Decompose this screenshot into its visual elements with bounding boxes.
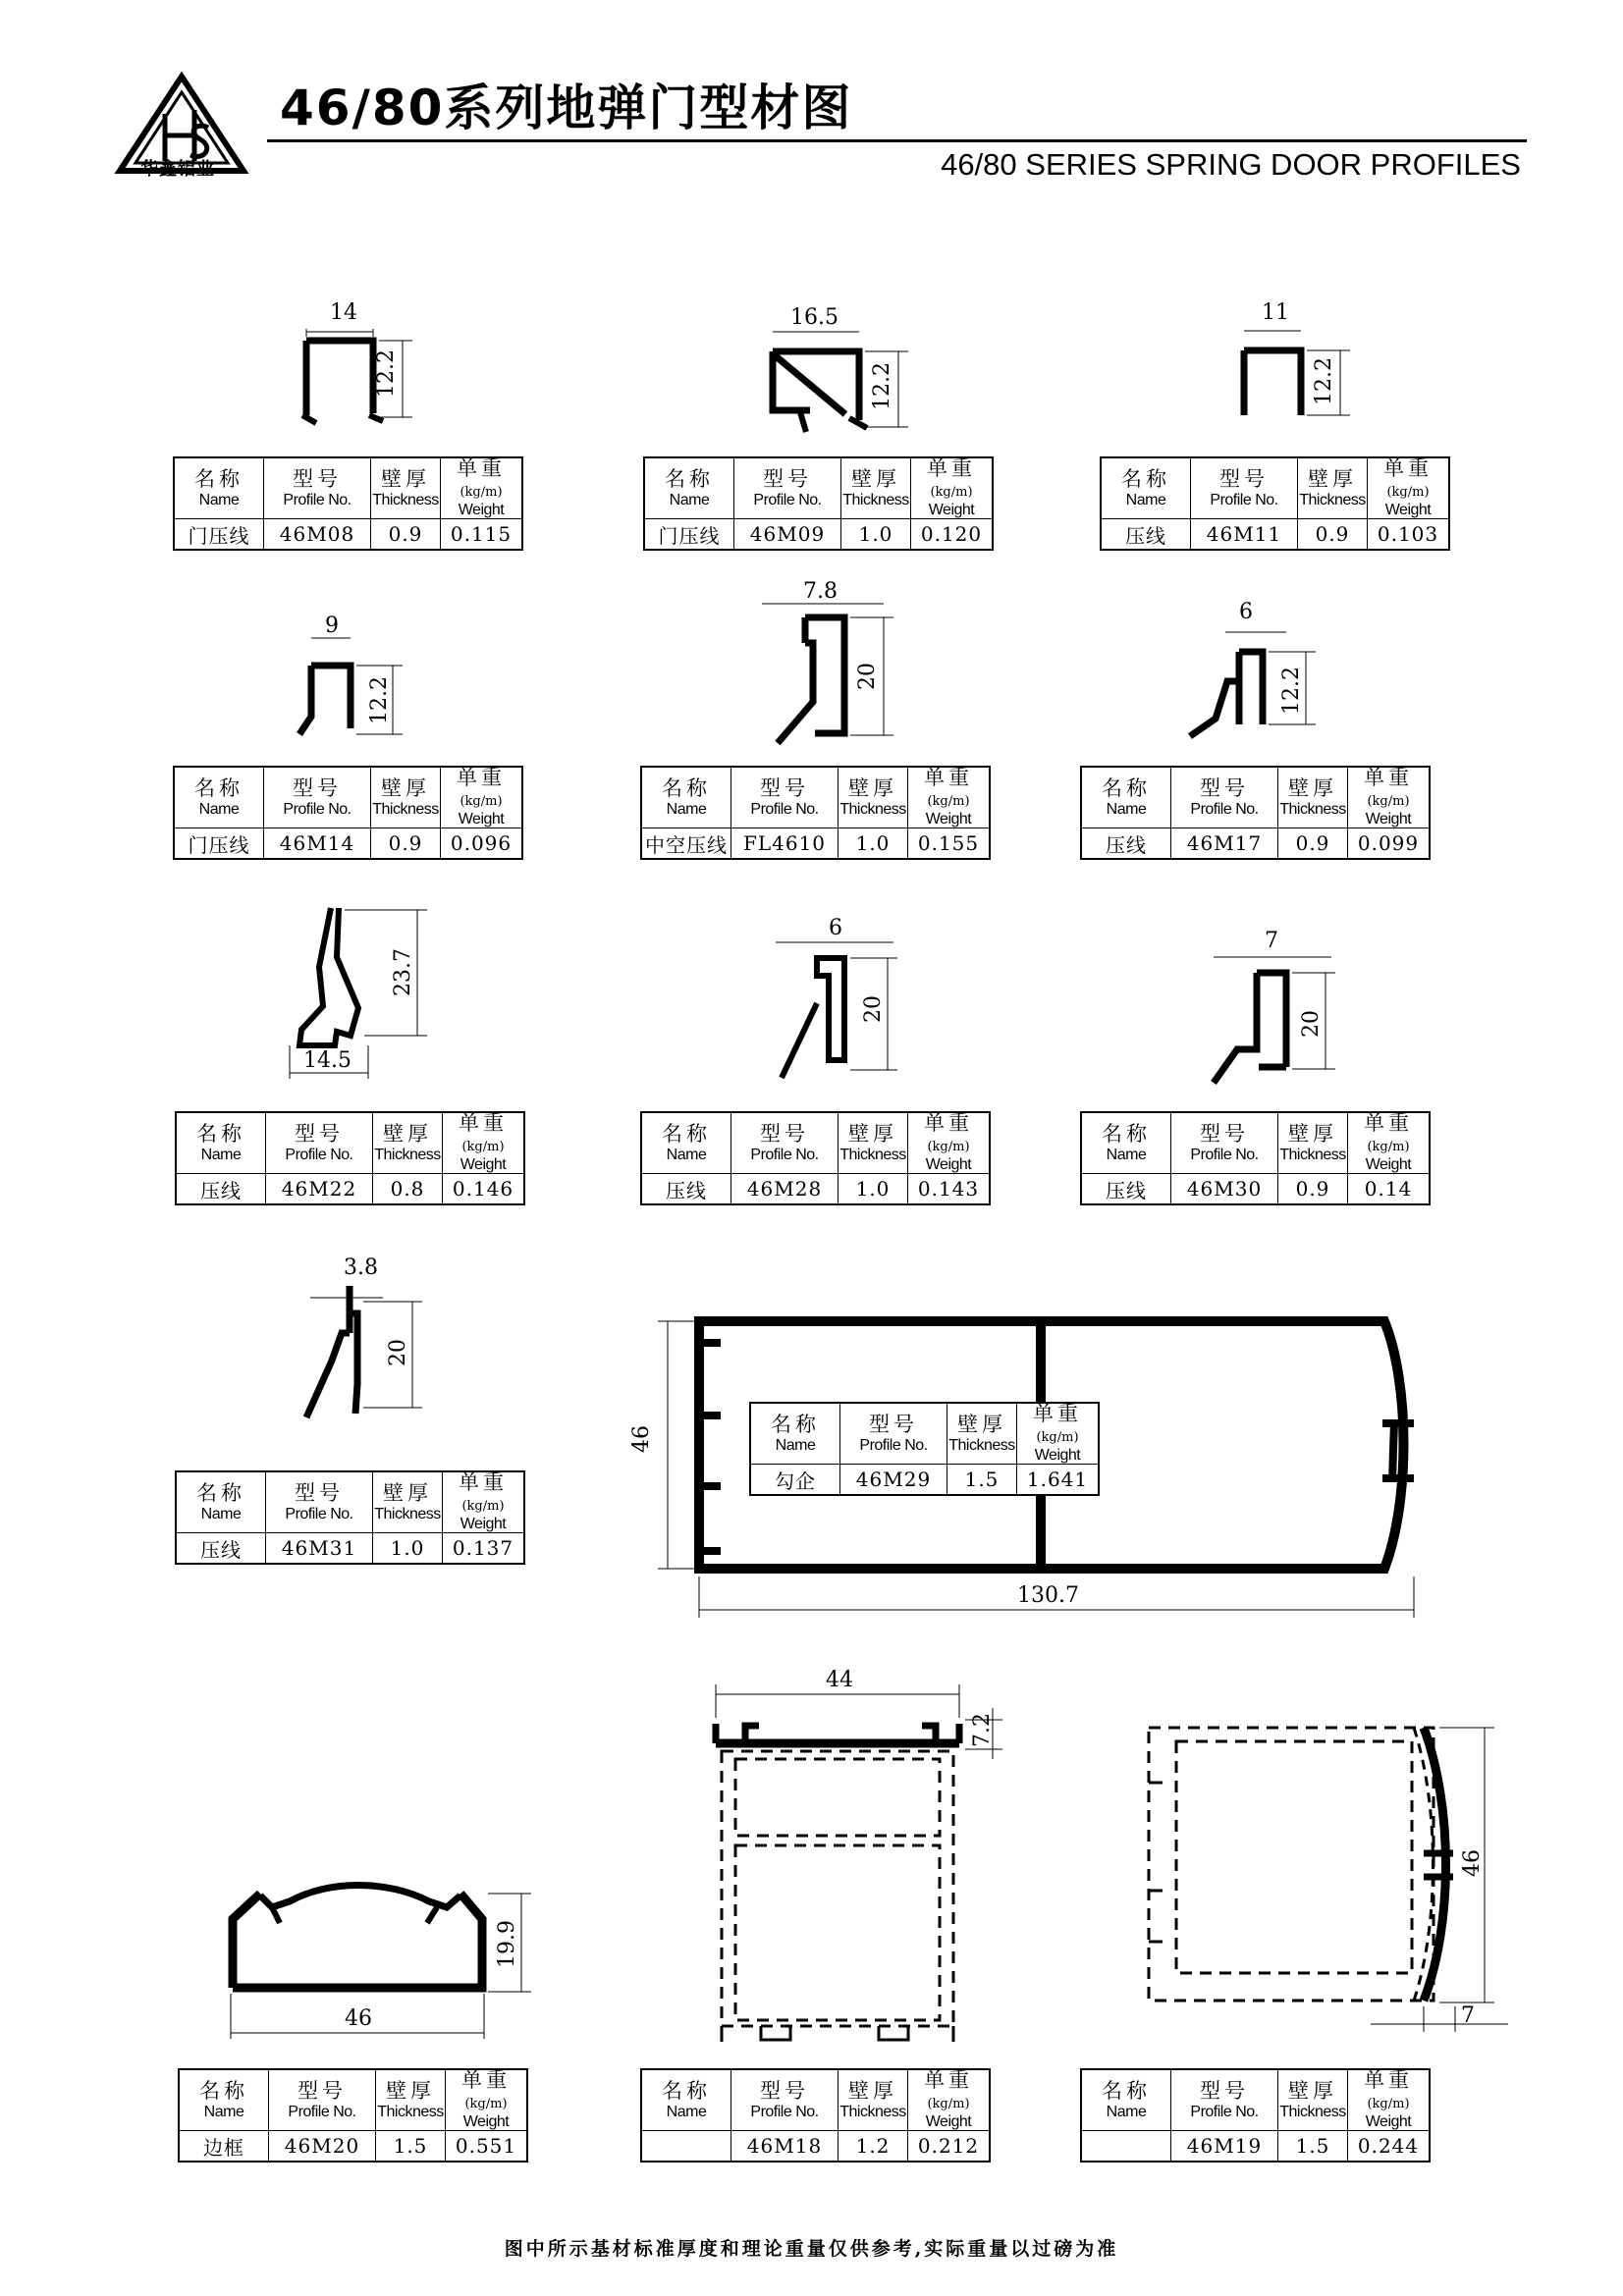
dim-width: 7 [1265,929,1278,953]
cell-weight: 0.212 [908,2131,991,2163]
spec-table-46M19: 名称 Name 型号 Profile No. 壁厚 Thickness 单重(kg/m) Weight 46M19 1.5 0.244 [1080,2068,1431,2163]
cell-name: 勾企 [750,1465,840,1496]
spec-table-46M14: 名称 Name 型号 Profile No. 壁厚 Thickness 单重(kg/m) Weight 门压线 46M14 0.9 0.096 [173,766,523,860]
profile-drawing-46M08 [295,299,452,447]
spec-table-46M18: 名称 Name 型号 Profile No. 壁厚 Thickness 单重(kg/m) Weight 46M18 1.2 0.212 [640,2068,991,2163]
dim-width: 14.5 [303,1048,352,1073]
spec-table-46M29: 名称 Name 型号 Profile No. 壁厚 Thickness 单重(kg/m) Weight 勾企 46M29 1.5 1.641 [749,1402,1100,1496]
cell-name: 压线 [641,1174,731,1205]
cell-thickness: 1.0 [841,519,911,551]
spec-table-46M09: 名称 Name 型号 Profile No. 壁厚 Thickness 单重(kg/m) Weight 门压线 46M09 1.0 0.120 [643,456,994,551]
profile-drawing-46M18 [702,1669,1006,2052]
cell-name: 压线 [1081,828,1171,860]
cell-name: 中空压线 [641,828,731,860]
cell-profile-no: FL4610 [731,828,839,860]
dim-height: 20 [1299,1010,1324,1038]
page-title-en: 46/80 SERIES SPRING DOOR PROFILES [941,147,1521,182]
cell-thickness: 1.5 [376,2131,446,2163]
cell-weight: 0.146 [443,1174,525,1205]
dim-height: 12.2 [1312,357,1336,405]
profile-drawing-46M19 [1129,1708,1522,2032]
spec-table-46M31: 名称 Name 型号 Profile No. 壁厚 Thickness 单重(kg/m) Weight 压线 46M31 1.0 0.137 [175,1470,525,1565]
spec-table-FL4610: 名称 Name 型号 Profile No. 壁厚 Thickness 单重(kg/m) Weight 中空压线 FL4610 1.0 0.155 [640,766,991,860]
profile-drawing-46M31 [285,1256,442,1433]
spec-table-46M28: 名称 Name 型号 Profile No. 壁厚 Thickness 单重(kg/m) Weight 压线 46M28 1.0 0.143 [640,1111,991,1205]
spec-table-46M17: 名称 Name 型号 Profile No. 壁厚 Thickness 单重(kg/m) Weight 压线 46M17 0.9 0.099 [1080,766,1431,860]
dim-height: 12.2 [367,676,392,724]
dim-height: 23.7 [391,948,415,996]
cell-thickness: 0.8 [373,1174,443,1205]
dim-width: 6 [1239,600,1253,624]
cell-weight: 0.137 [443,1533,525,1565]
cell-name [641,2131,731,2163]
logo-text: 华鑫铝业 [140,159,215,180]
cell-name [1081,2131,1171,2163]
profile-drawing-46M14 [290,609,437,746]
cell-profile-no: 46M11 [1191,519,1298,551]
spec-table-46M22: 名称 Name 型号 Profile No. 壁厚 Thickness 单重(kg/m) Weight 压线 46M22 0.8 0.146 [175,1111,525,1205]
profile-drawing-46M20 [221,1870,555,2047]
cell-profile-no: 46M18 [731,2131,839,2163]
dim-height: 12.2 [1279,667,1304,715]
dim-height: 7.2 [970,1713,995,1747]
cell-weight: 0.244 [1348,2131,1431,2163]
cell-name: 压线 [176,1533,266,1565]
cell-name: 门压线 [174,519,264,551]
profile-drawing-46M22 [280,898,447,1085]
dim-width: 46 [345,2006,372,2031]
cell-profile-no: 46M09 [734,519,841,551]
cell-weight: 0.551 [446,2131,528,2163]
cell-thickness: 0.9 [371,519,441,551]
dim-height: 20 [861,995,886,1023]
cell-weight: 0.120 [911,519,994,551]
dim-height: 19.9 [495,1920,519,1968]
cell-profile-no: 46M08 [264,519,371,551]
dim-height: 46 [1460,1849,1485,1877]
profile-drawing-46M11 [1232,299,1370,447]
dim-width: 16.5 [790,305,839,330]
cell-profile-no: 46M30 [1171,1174,1278,1205]
cell-weight: 0.096 [441,828,523,860]
cell-thickness: 1.2 [839,2131,908,2163]
dim-width: 6 [829,916,842,940]
spec-table-46M30: 名称 Name 型号 Profile No. 壁厚 Thickness 单重(kg/m) Weight 压线 46M30 0.9 0.14 [1080,1111,1431,1205]
cell-thickness: 0.9 [1278,1174,1348,1205]
dim-height: 46 [629,1425,654,1453]
cell-profile-no: 46M29 [840,1465,947,1496]
dim-height: 20 [386,1339,410,1366]
spec-table-46M08: 名称 Name 型号 Profile No. 壁厚 Thickness 单重(kg/m) Weight 门压线 46M08 0.9 0.115 [173,456,523,551]
profile-drawing-FL4610 [756,574,913,751]
cell-thickness: 1.5 [1278,2131,1348,2163]
cell-weight: 0.143 [908,1174,991,1205]
dim-width: 3.8 [344,1255,378,1280]
page-title-cn: 46/80系列地弹门型材图 [280,80,853,136]
cell-name: 压线 [1081,1174,1171,1205]
dim-width: 14 [330,300,357,325]
cell-name: 门压线 [174,828,264,860]
cell-profile-no: 46M22 [266,1174,373,1205]
cell-profile-no: 46M17 [1171,828,1278,860]
cell-name: 压线 [1101,519,1191,551]
dim-width: 44 [826,1668,853,1692]
cell-name: 边框 [179,2131,269,2163]
dim-height: 12.2 [374,349,399,398]
cell-profile-no: 46M14 [264,828,371,860]
spec-table-46M11: 名称 Name 型号 Profile No. 壁厚 Thickness 单重(kg/m) Weight 压线 46M11 0.9 0.103 [1100,456,1450,551]
cell-thickness: 0.9 [371,828,441,860]
spec-table-46M20: 名称 Name 型号 Profile No. 壁厚 Thickness 单重(kg/m) Weight 边框 46M20 1.5 0.551 [178,2068,528,2163]
cell-weight: 0.099 [1348,828,1431,860]
cell-profile-no: 46M31 [266,1533,373,1565]
cell-weight: 0.14 [1348,1174,1431,1205]
cell-name: 门压线 [644,519,734,551]
title-rule [267,139,1527,142]
dim-width: 11 [1262,300,1289,325]
cell-weight: 1.641 [1017,1465,1100,1496]
cell-profile-no: 46M20 [269,2131,376,2163]
footer-note: 图中所示基材标准厚度和理论重量仅供参考,实际重量以过磅为准 [504,2238,1119,2260]
dim-height: 20 [855,663,880,690]
cell-weight: 0.103 [1368,519,1450,551]
cell-thickness: 1.0 [373,1533,443,1565]
cell-profile-no: 46M28 [731,1174,839,1205]
cell-thickness: 0.9 [1298,519,1368,551]
cell-thickness: 1.5 [947,1465,1017,1496]
cell-thickness: 0.9 [1278,828,1348,860]
cell-profile-no: 46M19 [1171,2131,1278,2163]
cell-thickness: 1.0 [839,1174,908,1205]
dim-width: 7 [1461,2003,1475,2028]
dim-width: 7.8 [803,579,838,604]
profile-drawing-46M09 [761,304,938,452]
cell-name: 压线 [176,1174,266,1205]
dim-width: 130.7 [1017,1583,1079,1608]
profile-drawing-46M30 [1198,928,1355,1104]
profile-drawing-46M28 [766,913,923,1090]
dim-height: 12.2 [870,362,894,410]
cell-thickness: 1.0 [839,828,908,860]
cell-weight: 0.115 [441,519,523,551]
dim-width: 9 [325,614,339,638]
cell-weight: 0.155 [908,828,991,860]
profile-drawing-46M17 [1178,599,1335,746]
